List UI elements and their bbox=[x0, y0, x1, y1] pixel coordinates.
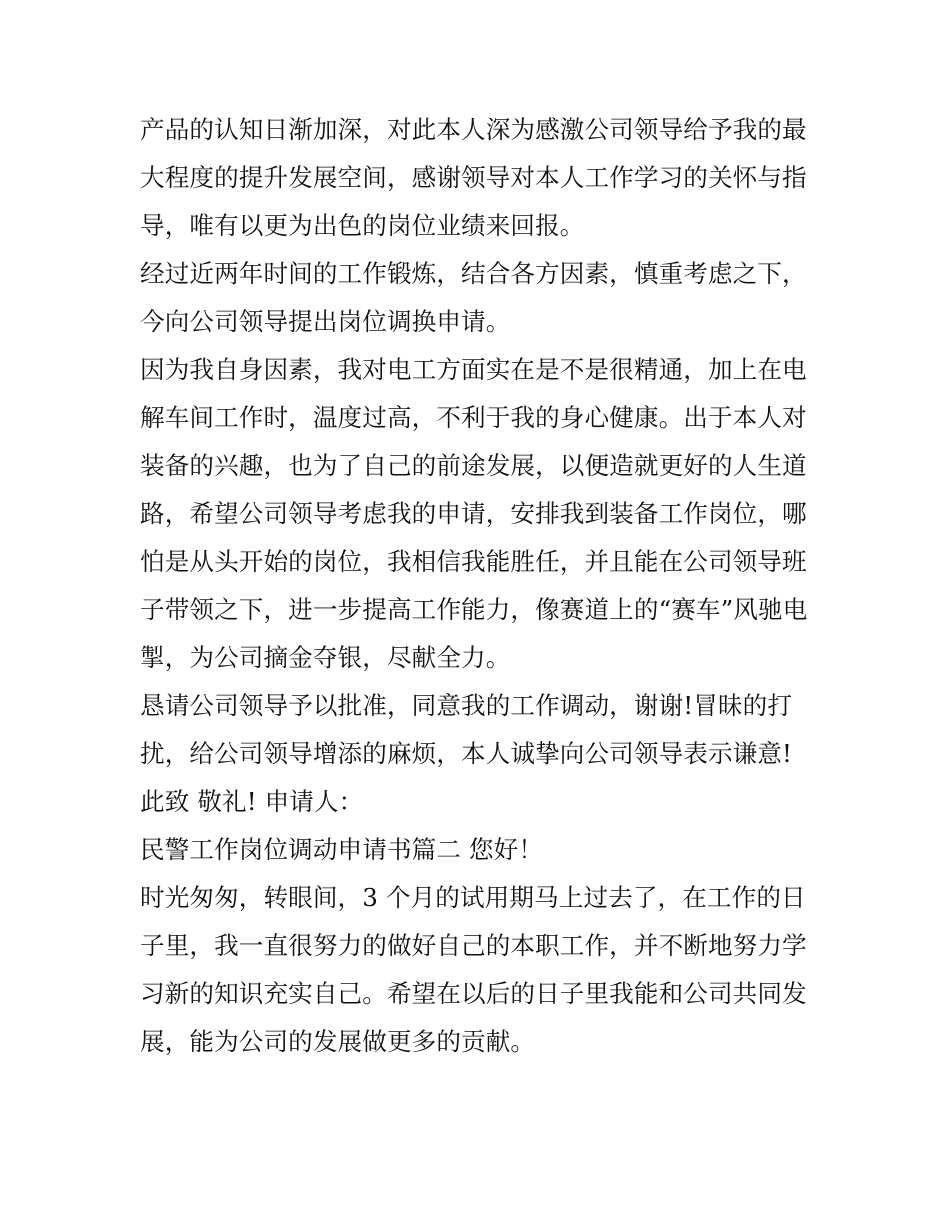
text-line-2: 大程度的提升发展空间，感谢领导对本人工作学习的关怀与指 bbox=[140, 163, 807, 192]
text-line-6: 因为我自身因素，我对电工方面实在是不是很精通，加上在电 bbox=[140, 355, 807, 384]
text-line-14: 扰，给公司领导增添的麻烦，本人诚挚向公司领导表示谦意! bbox=[140, 739, 793, 768]
text-line-1: 产品的认知日渐加深，对此本人深为感激公司领导给予我的最 bbox=[140, 115, 807, 144]
text-line-18: 子里，我一直很努力的做好自己的本职工作，并不断地努力学 bbox=[140, 931, 807, 960]
text-line-16: 民警工作岗位调动申请书篇二 您好！ bbox=[140, 835, 544, 864]
text-line-11: 子带领之下，进一步提高工作能力，像赛道上的“赛车”风驰电 bbox=[140, 595, 808, 624]
text-line-10: 怕是从头开始的岗位，我相信我能胜任，并且能在公司领导班 bbox=[140, 547, 807, 576]
text-line-3: 导，唯有以更为出色的岗位业绩来回报。 bbox=[140, 211, 585, 240]
text-line-13: 恳请公司领导予以批准，同意我的工作调动，谢谢!冒昧的打 bbox=[140, 691, 793, 720]
text-line-7: 解车间工作时，温度过高，不利于我的身心健康。出于本人对 bbox=[140, 403, 807, 432]
text-line-17: 时光匆匆，转眼间，3 个月的试用期马上过去了，在工作的日 bbox=[140, 883, 806, 912]
text-line-15: 此致 敬礼! 申请人： bbox=[140, 787, 364, 816]
text-line-12: 掣，为公司摘金夺银，尽献全力。 bbox=[140, 643, 511, 672]
text-line-8: 装备的兴趣，也为了自己的前途发展，以便造就更好的人生道 bbox=[140, 451, 807, 480]
text-line-5: 今向公司领导提出岗位调换申请。 bbox=[140, 307, 511, 336]
text-line-4: 经过近两年时间的工作锻炼，结合各方因素，慎重考虑之下， bbox=[140, 259, 807, 288]
text-line-9: 路，希望公司领导考虑我的申请，安排我到装备工作岗位，哪 bbox=[140, 499, 807, 528]
text-line-20: 展，能为公司的发展做更多的贡献。 bbox=[140, 1027, 536, 1056]
text-line-19: 习新的知识充实自己。希望在以后的日子里我能和公司共同发 bbox=[140, 979, 807, 1008]
document-body bbox=[140, 106, 830, 1066]
